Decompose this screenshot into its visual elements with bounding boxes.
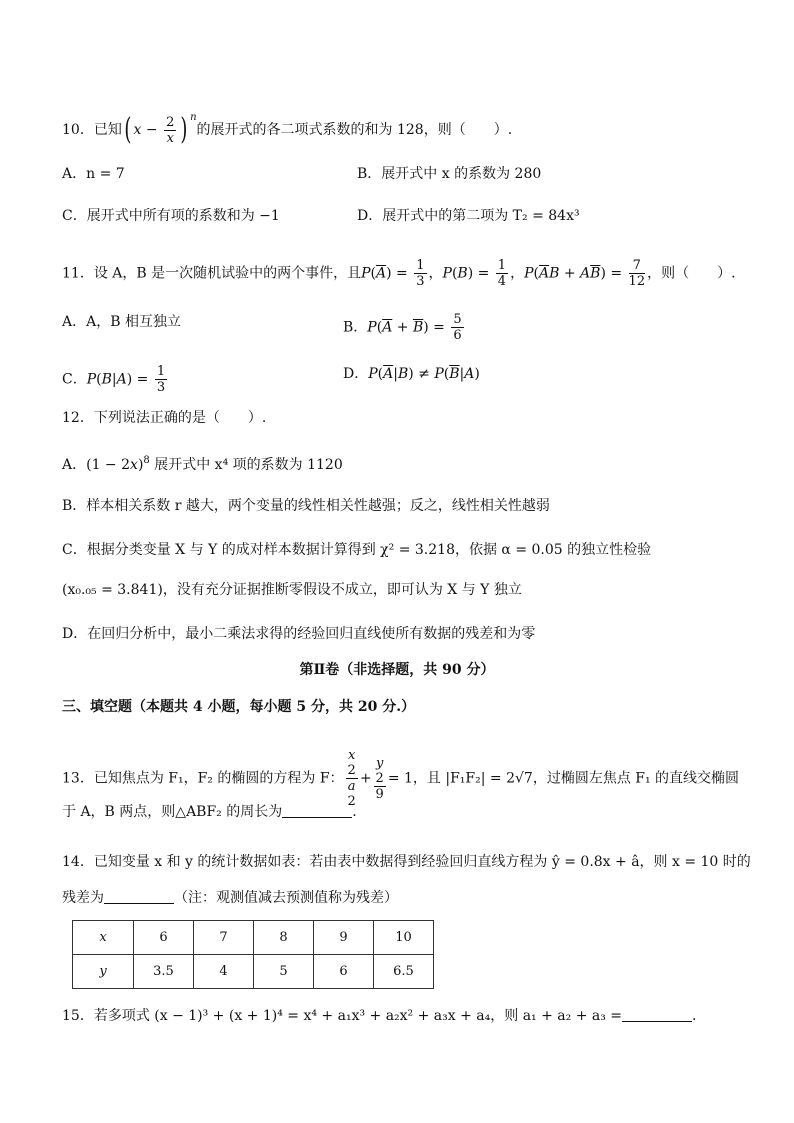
q11-option-d: D．$P(\overline{A}|B) \ne P(\overline{B}|A)$ [343, 366, 480, 382]
table-cell: 6 [134, 921, 194, 955]
section-heading: 三、填空题（本题共 4 小题，每小题 5 分，共 20 分.） [62, 699, 416, 715]
q14-answer-blank[interactable] [104, 889, 174, 904]
q10-option-b: B．展开式中 x 的系数为 280 [357, 166, 542, 182]
q10-option-a: A．n = 7 [62, 166, 125, 182]
table-cell: 8 [254, 921, 314, 955]
q15-stem: 15．若多项式 (x − 1)³ + (x + 1)⁴ = x⁴ + a₁x³ + a₂x² + a₃x + a₄，则 a₁ + a₂ + a₃ = . [62, 1008, 697, 1024]
q12-option-d: D．在回归分析中，最小二乘法求得的经验回归直线使所有数据的残差和为零 [62, 626, 536, 642]
q12-option-a: A．$(1 - 2x)^8$ 展开式中 x⁴ 项的系数为 1120 [62, 455, 343, 473]
q15-answer-blank[interactable] [622, 1007, 692, 1022]
q14-data-table [72, 920, 434, 989]
q11-option-a: A．A，B 相互独立 [62, 314, 181, 330]
table-cell: 3.5 [134, 955, 194, 989]
q12-option-c-line1: C．根据分类变量 X 与 Y 的成对样本数据计算得到 χ² = 3.218，依据 α = 0.05 的独立性检验 [62, 542, 652, 558]
q10-option-c: C．展开式中所有项的系数和为 −1 [62, 208, 280, 224]
q11-option-b: B．$P(\overline{A} + \overline{B})$ = $\frac{5}{6}$ [343, 312, 462, 343]
q10-option-d: D．展开式中的第二项为 T₂ = 84x³ [357, 208, 580, 224]
table-row [73, 921, 434, 955]
q14-line1: 14．已知变量 x 和 y 的统计数据如表：若由表中数据得到经验回归直线方程为 ŷ = 0.8x + â，则 x = 10 时的 [62, 854, 751, 870]
q11-option-c: C．P(B|A) = $\frac{1}{3}$ [62, 364, 166, 395]
q13-line1: 13．已知焦点为 F₁，F₂ 的椭圆的方程为 F： x 2 a 2 + y 2 9 = 1，且 |F₁F₂| = 2√7，过椭圆左焦点 F₁ 的直线交椭圆 [62, 748, 740, 809]
table-cell: 6 [314, 955, 374, 989]
table-cell: 10 [374, 921, 434, 955]
table-cell: 6.5 [374, 955, 434, 989]
q12-option-b: B．样本相关系数 r 越大，两个变量的线性相关性越强；反之，线性相关性越弱 [62, 498, 550, 514]
table-row [73, 955, 434, 989]
table-cell: 7 [194, 921, 254, 955]
q12-stem: 12．下列说法正确的是（ ）. [62, 410, 267, 426]
row-label-x: x [73, 921, 134, 955]
q11-stem: 11．设 A，B 是一次随机试验中的两个事件，且$P(\overline{A})$ = $\frac{1}{3}$ ，P(B) = $\frac{1}{4}$ ，$P(\overline{A}B + A\overline{B})$ = $\frac{7}{12}$ ，则（ ）. [62, 258, 736, 289]
q12-option-c-line2: (x₀.₀₅ = 3.841)，没有充分证据推断零假设不成立，即可认为 X 与 Y 独立 [62, 582, 522, 598]
q10-stem: 10．已知( x − $\frac{2}{x}$ ) $^n$的展开式的各二项式系数的和为 128，则（ ）. [62, 112, 513, 147]
table-cell: 9 [314, 921, 374, 955]
q13-line2: 于 A，B 两点，则△ABF₂ 的周长为 . [62, 804, 357, 820]
q14-line2: 残差为 （注：观测值减去预测值称为残差） [62, 890, 398, 906]
q13-answer-blank[interactable] [282, 803, 352, 818]
row-label-y: y [73, 955, 134, 989]
table-cell: 4 [194, 955, 254, 989]
part-title: 第Ⅱ卷（非选择题，共 90 分） [299, 662, 495, 678]
table-cell: 5 [254, 955, 314, 989]
